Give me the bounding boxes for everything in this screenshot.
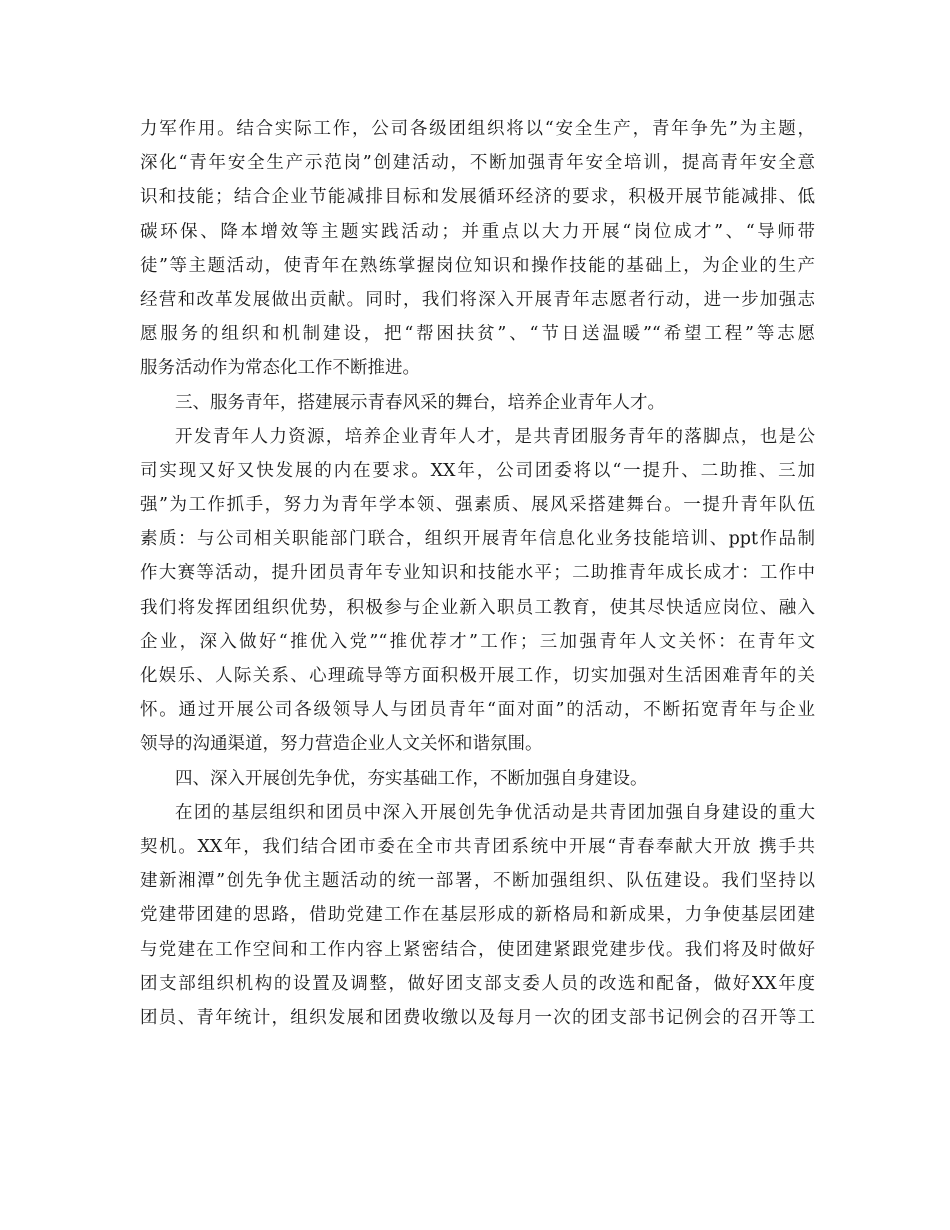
heading-line: 三、服务青年，搭建展示青春风采的舞台，培养企业青年人才。	[175, 392, 665, 413]
text-line: 识和技能；结合企业节能减排目标和发展循环经济的要求，积极开展节能减排、低	[140, 187, 815, 208]
text-line: 深化“青年安全生产示范岗”创建活动，不断加强青年安全培训，提高青年安全意	[140, 153, 815, 174]
text-line: 作大赛等活动，提升团员青年专业知识和技能水平；二助推青年成长成才：工作中	[140, 563, 815, 584]
text-line: 我们将发挥团组织优势，积极参与企业新入职员工教育，使其尽快适应岗位、融入	[140, 597, 815, 618]
section-heading-3	[140, 386, 815, 420]
paragraph-2	[140, 420, 815, 762]
text-line: 碳环保、降本增效等主题实践活动；并重点以大力开展“岗位成才”、“导师带	[140, 221, 815, 242]
text-line: 司实现又好又快发展的内在要求。XX年，公司团委将以“一提升、二助推、三加	[140, 460, 815, 481]
section-heading-4	[140, 762, 815, 796]
paragraph-3	[140, 796, 815, 1035]
text-line: 经营和改革发展做出贡献。同时，我们将深入开展青年志愿者行动，进一步加强志	[140, 289, 815, 310]
text-line: 团员、青年统计，组织发展和团费收缴以及每月一次的团支部书记例会的召开等工	[140, 1007, 815, 1028]
heading-line: 四、深入开展创先争优，夯实基础工作，不断加强自身建设。	[175, 768, 648, 789]
text-line: 契机。XX年，我们结合团市委在全市共青团系统中开展“青春奉献大开放 携手共	[140, 836, 815, 857]
text-line: 在团的基层组织和团员中深入开展创先争优活动是共青团加强自身建设的重大	[175, 802, 815, 823]
text-line: 力军作用。结合实际工作，公司各级团组织将以“安全生产，青年争先”为主题，	[140, 119, 815, 139]
document-page	[140, 112, 815, 1035]
text-line: 服务活动作为常态化工作不断推进。	[140, 358, 420, 379]
text-line: 开发青年人力资源，培养企业青年人才，是共青团服务青年的落脚点，也是公	[175, 426, 815, 447]
text-line: 化娱乐、人际关系、心理疏导等方面积极开展工作，切实加强对生活困难青年的关	[140, 666, 815, 686]
text-line: 党建带团建的思路，借助党建工作在基层形成的新格局和新成果，力争使基层团建	[140, 905, 815, 926]
text-line: 愿服务的组织和机制建设，把“帮困扶贫”、“节日送温暖”“希望工程”等志愿	[140, 324, 815, 345]
text-line: 强”为工作抓手，努力为青年学本领、强素质、展风采搭建舞台。一提升青年队伍	[140, 495, 815, 516]
text-line: 团支部组织机构的设置及调整，做好团支部支委人员的改选和配备，做好XX年度	[140, 973, 815, 994]
text-line: 与党建在工作空间和工作内容上紧密结合，使团建紧跟党建步伐。我们将及时做好	[140, 939, 815, 960]
text-line: 素质：与公司相关职能部门联合，组织开展青年信息化业务技能培训、ppt作品制	[140, 529, 815, 550]
text-line: 领导的沟通渠道，努力营造企业人文关怀和谐氛围。	[140, 734, 543, 755]
text-line: 企业，深入做好“推优入党”“推优荐才”工作；三加强青年人文关怀：在青年文	[140, 631, 815, 652]
paragraph-1	[140, 112, 815, 386]
text-line: 怀。通过开展公司各级领导人与团员青年“面对面”的活动，不断拓宽青年与企业	[140, 700, 815, 721]
text-line: 徒”等主题活动，使青年在熟练掌握岗位知识和操作技能的基础上，为企业的生产	[140, 255, 815, 276]
text-line: 建新湘潭”创先争优主题活动的统一部署，不断加强组织、队伍建设。我们坚持以	[140, 871, 815, 892]
